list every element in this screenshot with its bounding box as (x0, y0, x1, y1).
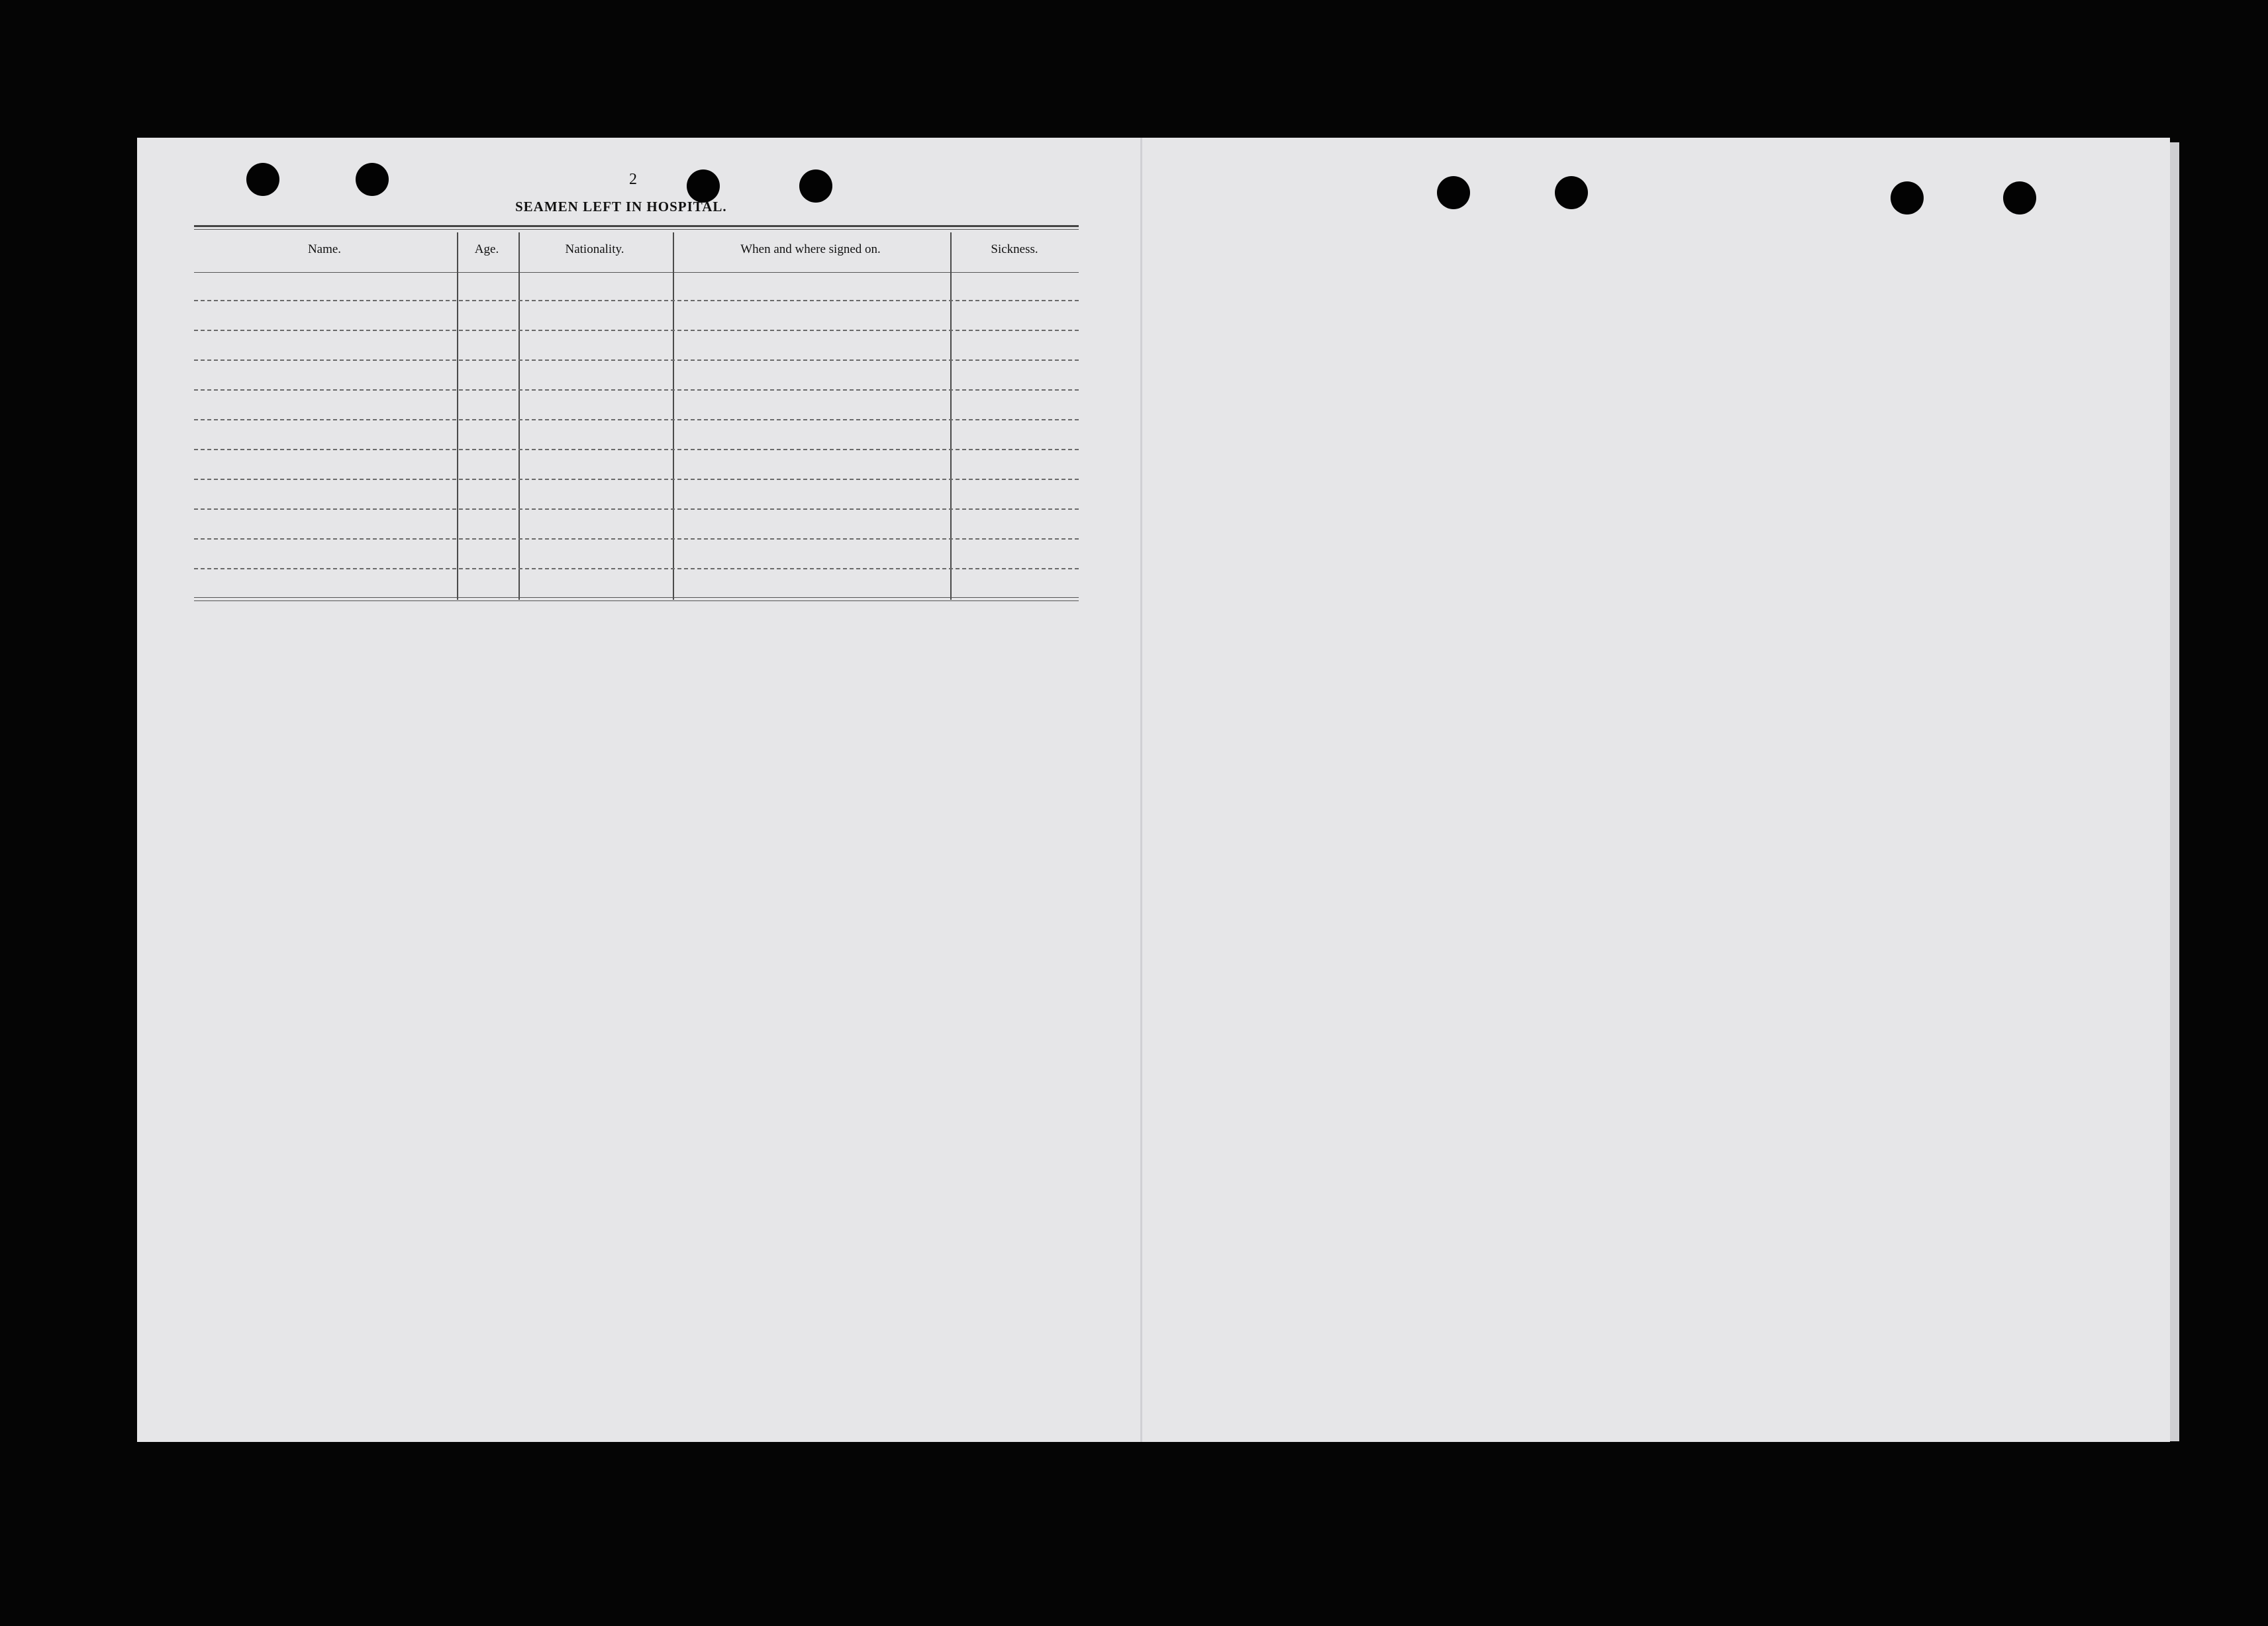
punch-hole (246, 163, 279, 196)
punch-hole (687, 169, 720, 203)
hospital-section-title: SEAMEN LEFT IN HOSPITAL. (515, 199, 727, 215)
punch-hole (1437, 176, 1470, 209)
hospital-header-rule (194, 272, 1079, 273)
hospital-top-rule (194, 225, 1079, 227)
ledger-spread (137, 138, 2170, 1442)
hospital-row-line (194, 479, 1079, 480)
right-page (1144, 138, 2170, 1442)
hospital-row-line (194, 330, 1079, 331)
punch-hole (1891, 181, 1924, 215)
hospital-col-divider (518, 232, 520, 600)
hospital-bottom-rule (194, 600, 1079, 601)
hospital-col-signed-on: When and where signed on. (740, 242, 881, 256)
hospital-row-line (194, 538, 1079, 540)
hospital-col-divider (673, 232, 674, 600)
hospital-row-line (194, 389, 1079, 391)
left-page (137, 138, 1144, 1442)
punch-hole (799, 169, 832, 203)
hospital-row-line (194, 508, 1079, 510)
hospital-row-line (194, 419, 1079, 420)
hospital-row-line (194, 300, 1079, 301)
hospital-bottom-rule (194, 597, 1079, 598)
hospital-col-divider (457, 232, 458, 600)
hospital-col-divider (950, 232, 952, 600)
hospital-row-line (194, 568, 1079, 569)
punch-hole (356, 163, 389, 196)
hospital-col-nationality: Nationality. (565, 242, 624, 256)
hospital-col-age: Age. (474, 242, 499, 256)
center-fold (1140, 138, 1142, 1442)
hospital-row-line (194, 359, 1079, 361)
punch-hole (2003, 181, 2036, 215)
hospital-col-name: Name. (307, 242, 342, 256)
punch-hole (1555, 176, 1588, 209)
hospital-col-sickness: Sickness. (991, 242, 1038, 256)
paper-edge (2170, 142, 2179, 1441)
page-number-left: 2 (629, 171, 637, 188)
hospital-row-line (194, 449, 1079, 450)
hospital-top-rule-thin (194, 229, 1079, 230)
